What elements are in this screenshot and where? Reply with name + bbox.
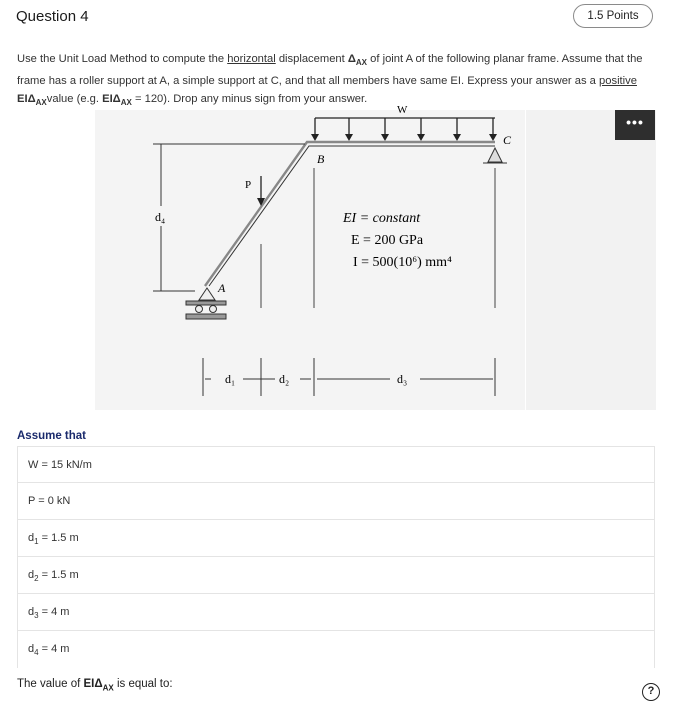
joint-b-label: B [317,152,325,166]
question-prompt: Use the Unit Load Method to compute the horizontal displacement $\Delta_{AX}$ of joint A of the following planar frame. Assume that the frame has a roller support at A, a simple support at C, and that all members have same EI. Express your answer as a positive $EI\Delta_{AX}value$ (e.g. $EI\Delta_{AX} = 120$). Drop any minus sign from your answer. [17,53,643,108]
dim-d4-label: d₄ [155,210,166,224]
horizontal-term: horizontal [227,53,276,65]
positive-term: positive [599,75,637,88]
dim-d1-label: d₁ [225,372,236,386]
param-row-d3: $d_3 = 4$ m [17,594,655,631]
question-title: Question 4 [16,8,89,25]
param-row-d4: $d_4 = 4$ m [17,631,655,668]
more-options-button[interactable]: ••• [615,110,655,140]
result-prompt: The value of $EI\Delta_{AX}$ is equal to: [17,678,173,693]
e-modulus-text: E = 200 GPa [351,233,424,248]
joint-c-label: C [503,133,512,147]
dim-d2-label: d₂ [279,372,290,386]
inertia-text: I = 500(10⁶) mm⁴ [353,255,452,270]
help-icon[interactable]: ? [642,683,660,701]
assume-heading: Assume that [17,430,87,442]
param-row-d2: $d_2 = 1.5$ m [17,557,655,594]
diagram-background [95,110,525,410]
joint-a-label: A [218,281,226,295]
param-row-d1: $d_1 = 1.5$ m [17,520,655,557]
point-load-label-p: P [245,179,252,191]
dim-d3-label: d₃ [397,372,408,386]
points-badge: 1.5 Points [573,4,653,28]
frame-diagram [95,96,655,411]
load-label-w: W [397,104,408,116]
ei-constant-text: EI = constant [343,211,421,226]
param-row-w: W = 15 kN/m [17,446,655,483]
parameter-list [17,446,655,668]
param-row-p: P = 0 kN [17,483,655,520]
